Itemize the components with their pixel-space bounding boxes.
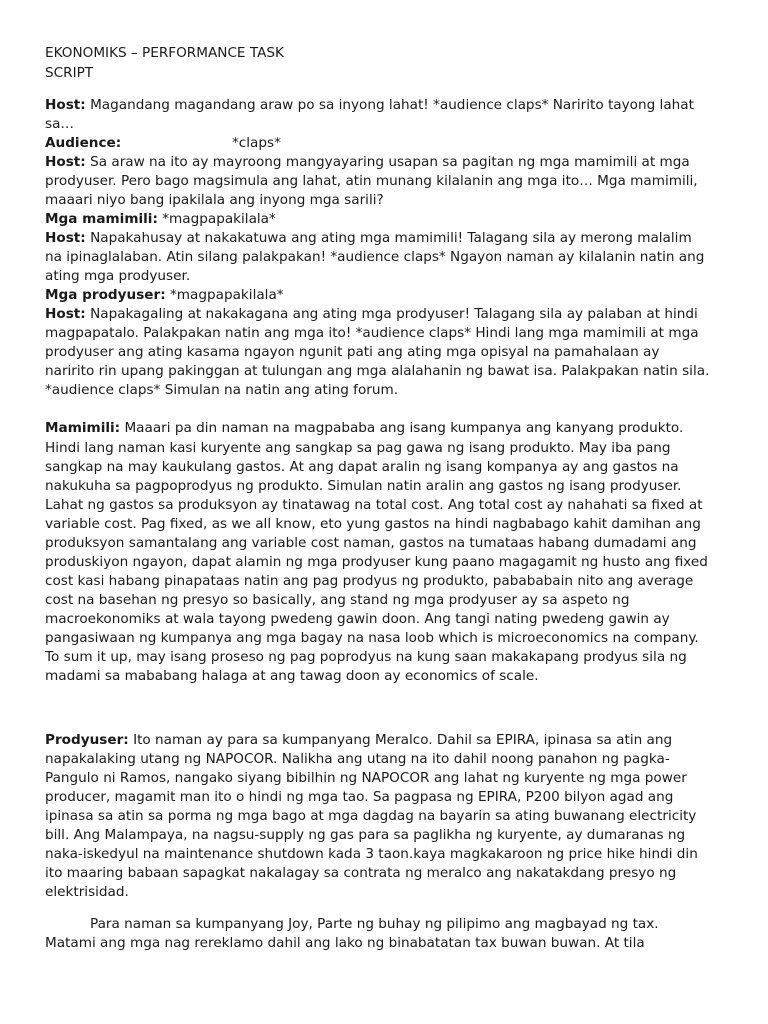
dialogue-text: Sa araw na ito ay mayroong mangyayaring usapan sa pagitan ng mga mamimili at mga: [90, 154, 690, 170]
paragraph-line: produksyon samantalang ang variable cost naman, gastos na tumataas habang dumadami ang: [45, 535, 697, 551]
dialogue-text: *magpapakilala*: [162, 211, 276, 227]
paragraph-line: sangkap na may kaukulang gastos. At ang dapat aralin ng isang kompanya ay ang gastos na: [45, 459, 679, 475]
dialogue-line: prodyuser. Pero bago magsimula ang lahat, atin munang kilalanin ang mga ito… Mga mamimili,: [45, 173, 698, 189]
dialogue-line: [45, 305, 698, 325]
speaker-prodyuser: Mga prodyuser:: [45, 287, 166, 303]
document-title: EKONOMIKS – PERFORMANCE TASK: [45, 45, 284, 61]
paragraph-line: cost kasi habang pinapataas natin ang pag prodyus ng produkto, pabababain nito ang average: [45, 573, 694, 589]
speaker-host: Host:: [45, 97, 86, 113]
paragraph-line: naka-iskedyul na maintenance shutdown kada 3 taon.kaya magkakaroon ng price hike hindi din: [45, 846, 698, 862]
speaker-host: Host:: [45, 230, 86, 246]
dialogue-text: Napakagaling at nakakagana ang ating mga prodyuser! Talagang sila ay palaban at hindi: [90, 306, 698, 322]
dialogue-line: prodyuser ang ating kasama ngayon ngunit pati ang ating mga opisyal na pamahalaan ay: [45, 344, 660, 360]
dialogue-line: naririto rin upang pakinggan at tulungan ang mga alalahanin ng bawat isa. Palakpakan natin sila.: [45, 363, 710, 379]
paragraph-line: bill. Ang Malampaya, na nagsu-supply ng gas para sa paglikha ng kuryente, ay dumaranas ng: [45, 827, 686, 843]
dialogue-line: [45, 134, 281, 154]
paragraph-line: madami sa mababang halaga at ang tawag doon ay economics of scale.: [45, 668, 539, 684]
paragraph-line: pangasiwaan ng kumpanya ang mga bagay na nasa loob which is microeconomics na company.: [45, 630, 699, 646]
speaker-host: Host:: [45, 306, 86, 322]
paragraph-line: ipinasa sa atin sa porma ng mga bago at mga dagdag na bayarin sa ating buwanang electricity: [45, 808, 697, 824]
dialogue-line: maaari niyo bang ipakilala ang inyong mga sarili?: [45, 192, 384, 208]
paragraph-line: [45, 731, 672, 751]
dialogue-line: sa…: [45, 116, 75, 132]
dialogue-line: [45, 153, 690, 173]
dialogue-line: magpapatalo. Palakpakan natin ang mga ito! *audience claps* Hindi lang mga mamimili at mga: [45, 325, 699, 341]
paragraph-line: Hindi lang naman kasi kuryente ang sangkap sa pag gawa ng isang produkto. May iba pang: [45, 440, 671, 456]
paragraph-line: cost na basehan ng presyo so basically, ang stand ng mga prodyuser ay sa aspeto ng: [45, 592, 630, 608]
speaker-mamimili: Mamimili:: [45, 420, 121, 436]
paragraph-line: variable cost. Pag fixed, as we all know, eto yung gastos na hindi nagbabago kahit damihan ang: [45, 516, 701, 532]
speaker-mamimili: Mga mamimili:: [45, 211, 158, 227]
paragraph-line: Lahat ng gastos sa produksyon ay tinatawag na total cost. Ang total cost ay nahahati sa fixed at: [45, 497, 703, 513]
dialogue-text: *magpapakilala*: [170, 287, 284, 303]
dialogue-text: Magandang magandang araw po sa inyong lahat! *audience claps* Naririto tayong lahat: [90, 97, 694, 113]
dialogue-line: [45, 229, 692, 249]
dialogue-text: Napakahusay at nakakatuwa ang ating mga mamimili! Talagang sila ay merong malalim: [90, 230, 692, 246]
speaker-prodyuser: Prodyuser:: [45, 732, 129, 748]
dialogue-text: *claps*: [232, 135, 281, 151]
paragraph-line: produskiyon ngayon, dapat alamin ng mga prodyuser kung paano magagamit ng husto ang fixed: [45, 554, 708, 570]
paragraph-line: elektrisidad.: [45, 884, 129, 900]
speaker-audience: Audience:: [45, 135, 122, 151]
dialogue-line: [45, 286, 284, 306]
paragraph-line: Pangulo ni Ramos, nangako siyang bibilhin ng NAPOCOR ang lahat ng kuryente ng mga power: [45, 770, 687, 786]
speaker-host: Host:: [45, 154, 86, 170]
paragraph-line: Para naman sa kumpanyang Joy, Parte ng buhay ng pilipimo ang magbayad ng tax.: [90, 916, 659, 932]
paragraph-line: macroekonomiks at wala tayong pwedeng gawin doon. Ang tangi nating pwedeng gawin ay: [45, 611, 670, 627]
dialogue-line: [45, 96, 694, 116]
dialogue-line: *audience claps* Simulan na natin ang ating forum.: [45, 382, 399, 398]
dialogue-line: [45, 210, 276, 230]
dialogue-line: ating mga prodyuser.: [45, 268, 191, 284]
paragraph-text: Maaari pa din naman na magpababa ang isang kumpanya ang kanyang produkto.: [124, 420, 684, 436]
paragraph-line: To sum it up, may isang proseso ng pag poprodyus na kung saan makakapang prodyus sila ng: [45, 649, 687, 665]
document-subtitle: SCRIPT: [45, 65, 94, 81]
paragraph-line: napakalaking utang ng NAPOCOR. Nalikha ang utang na ito dahil noong panahon ng pagka-: [45, 751, 670, 767]
paragraph-text: Ito naman ay para sa kumpanyang Meralco. Dahil sa EPIRA, ipinasa sa atin ang: [133, 732, 673, 748]
paragraph-line: producer, magamit man ito o hindi ng mga tao. Sa pagpasa ng EPIRA, P200 bilyon agad ang: [45, 789, 674, 805]
paragraph-line: [45, 419, 683, 439]
paragraph-line: nakukuha sa pagpoprodyus ng produkto. Simulan natin aralin ang gastos ng isang prodyuser.: [45, 478, 682, 494]
dialogue-line: na ipinaglalaban. Atin silang palakpakan! *audience claps* Ngayon naman ay kilalanin natin ang: [45, 249, 705, 265]
paragraph-line: ito maaring babaan sapagkat nakalagay sa contrata ng meralco ang nakatakdang presyo ng: [45, 865, 677, 881]
paragraph-line: Matami ang mga nag rereklamo dahil ang lako ng binabatatan tax buwan buwan. At tila: [45, 935, 645, 951]
